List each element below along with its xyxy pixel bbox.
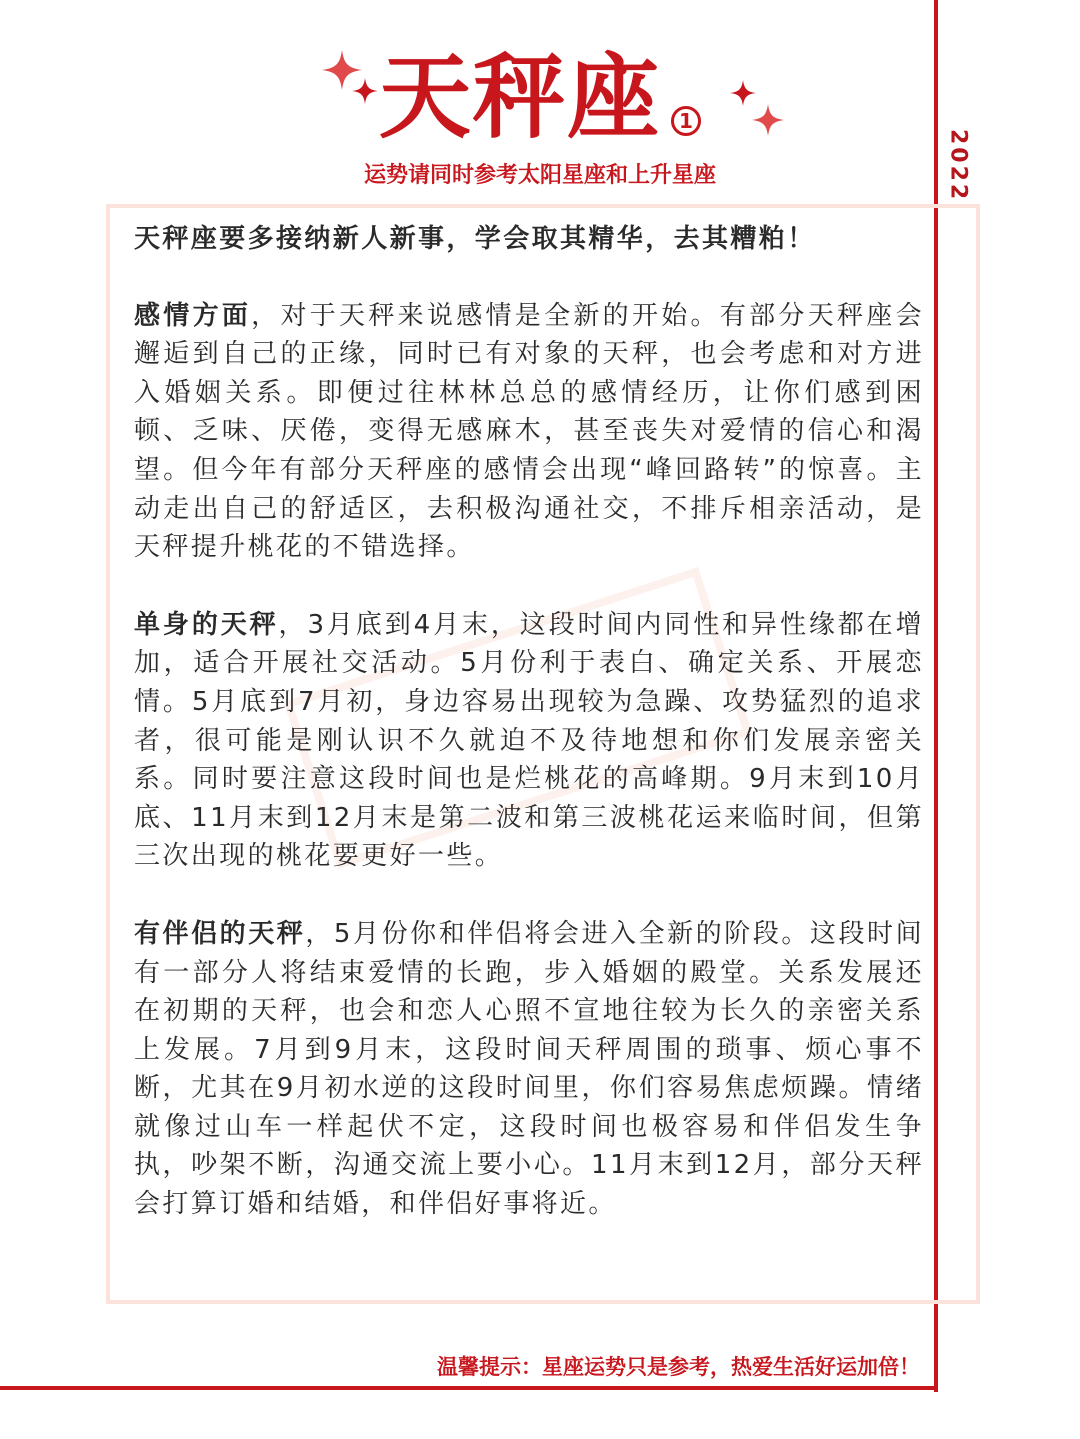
year-label: 2022 [945, 129, 971, 203]
paragraph-love [134, 297, 924, 567]
page-title [300, 38, 780, 151]
paragraph-partnered [134, 915, 924, 1224]
section-text: ，3月底到4月末，这段时间内同性和异性缘都在增加，适合开展社交活动。5月份利于表白、确定关系、开展恋情。5月底到7月初，身边容易出现较为急躁、攻势猛烈的追求者，很可能是刚认识不久就迫不及待地想和你们发展亲密关系。同时要注意这段时间也是烂桃花的高峰期。9月末到10月底、11月末到12月末是第二波和第三波桃花运来临时间，但第三次出现的桃花要更好一些。 [134, 609, 924, 872]
title-text: 天秤座 [378, 44, 661, 151]
footer-tip: 温馨提示：星座运势只是参考，热爱生活好运加倍！ [437, 1355, 920, 1379]
section-text: ，5月份你和伴侣将会进入全新的阶段。这段时间有一部分人将结束爱情的长跑，步入婚姻的殿堂。关系发展还在初期的天秤，也会和恋人心照不宣地往较为长久的亲密关系上发展。7月到9月末，这段时间天秤周围的琐事、烦心事不断，尤其在9月初水逆的这段时间里，你们容易焦虑烦躁。情绪就像过山车一样起伏不定，这段时间也极容易和伴侣发生争执，吵架不断，沟通交流上要小心。11月末到12月，部分天秤会打算订婚和结婚，和伴侣好事将近。 [134, 918, 925, 1220]
section-heading: 有伴侣的天秤 [134, 918, 306, 949]
lead-paragraph: 天秤座要多接纳新人新事，学会取其精华，去其糟粕！ [134, 224, 816, 254]
section-heading: 单身的天秤 [134, 609, 279, 640]
title-number-badge: 1 [671, 106, 701, 136]
section-text: ，对于天秤来说感情是全新的开始。有部分天秤座会邂逅到自己的正缘，同时已有对象的天秤，也会考虑和对方进入婚姻关系。即便过往林林总总的感情经历，让你们感到困顿、乏味、厌倦，变得无感麻木，甚至丧失对爱情的信心和渴望。但今年有部分天秤座的感情会出现“峰回路转”的惊喜。主动走出自己的舒适区，去积极沟通社交，不排斥相亲活动，是天秤提升桃花的不错选择。 [134, 300, 924, 563]
section-heading: 感情方面 [134, 300, 252, 331]
paragraph-single [134, 606, 924, 876]
frame-bottom-line [0, 1386, 938, 1390]
article-body [134, 220, 924, 1263]
subtitle: 运势请同时参考太阳星座和上升星座 [363, 163, 716, 188]
